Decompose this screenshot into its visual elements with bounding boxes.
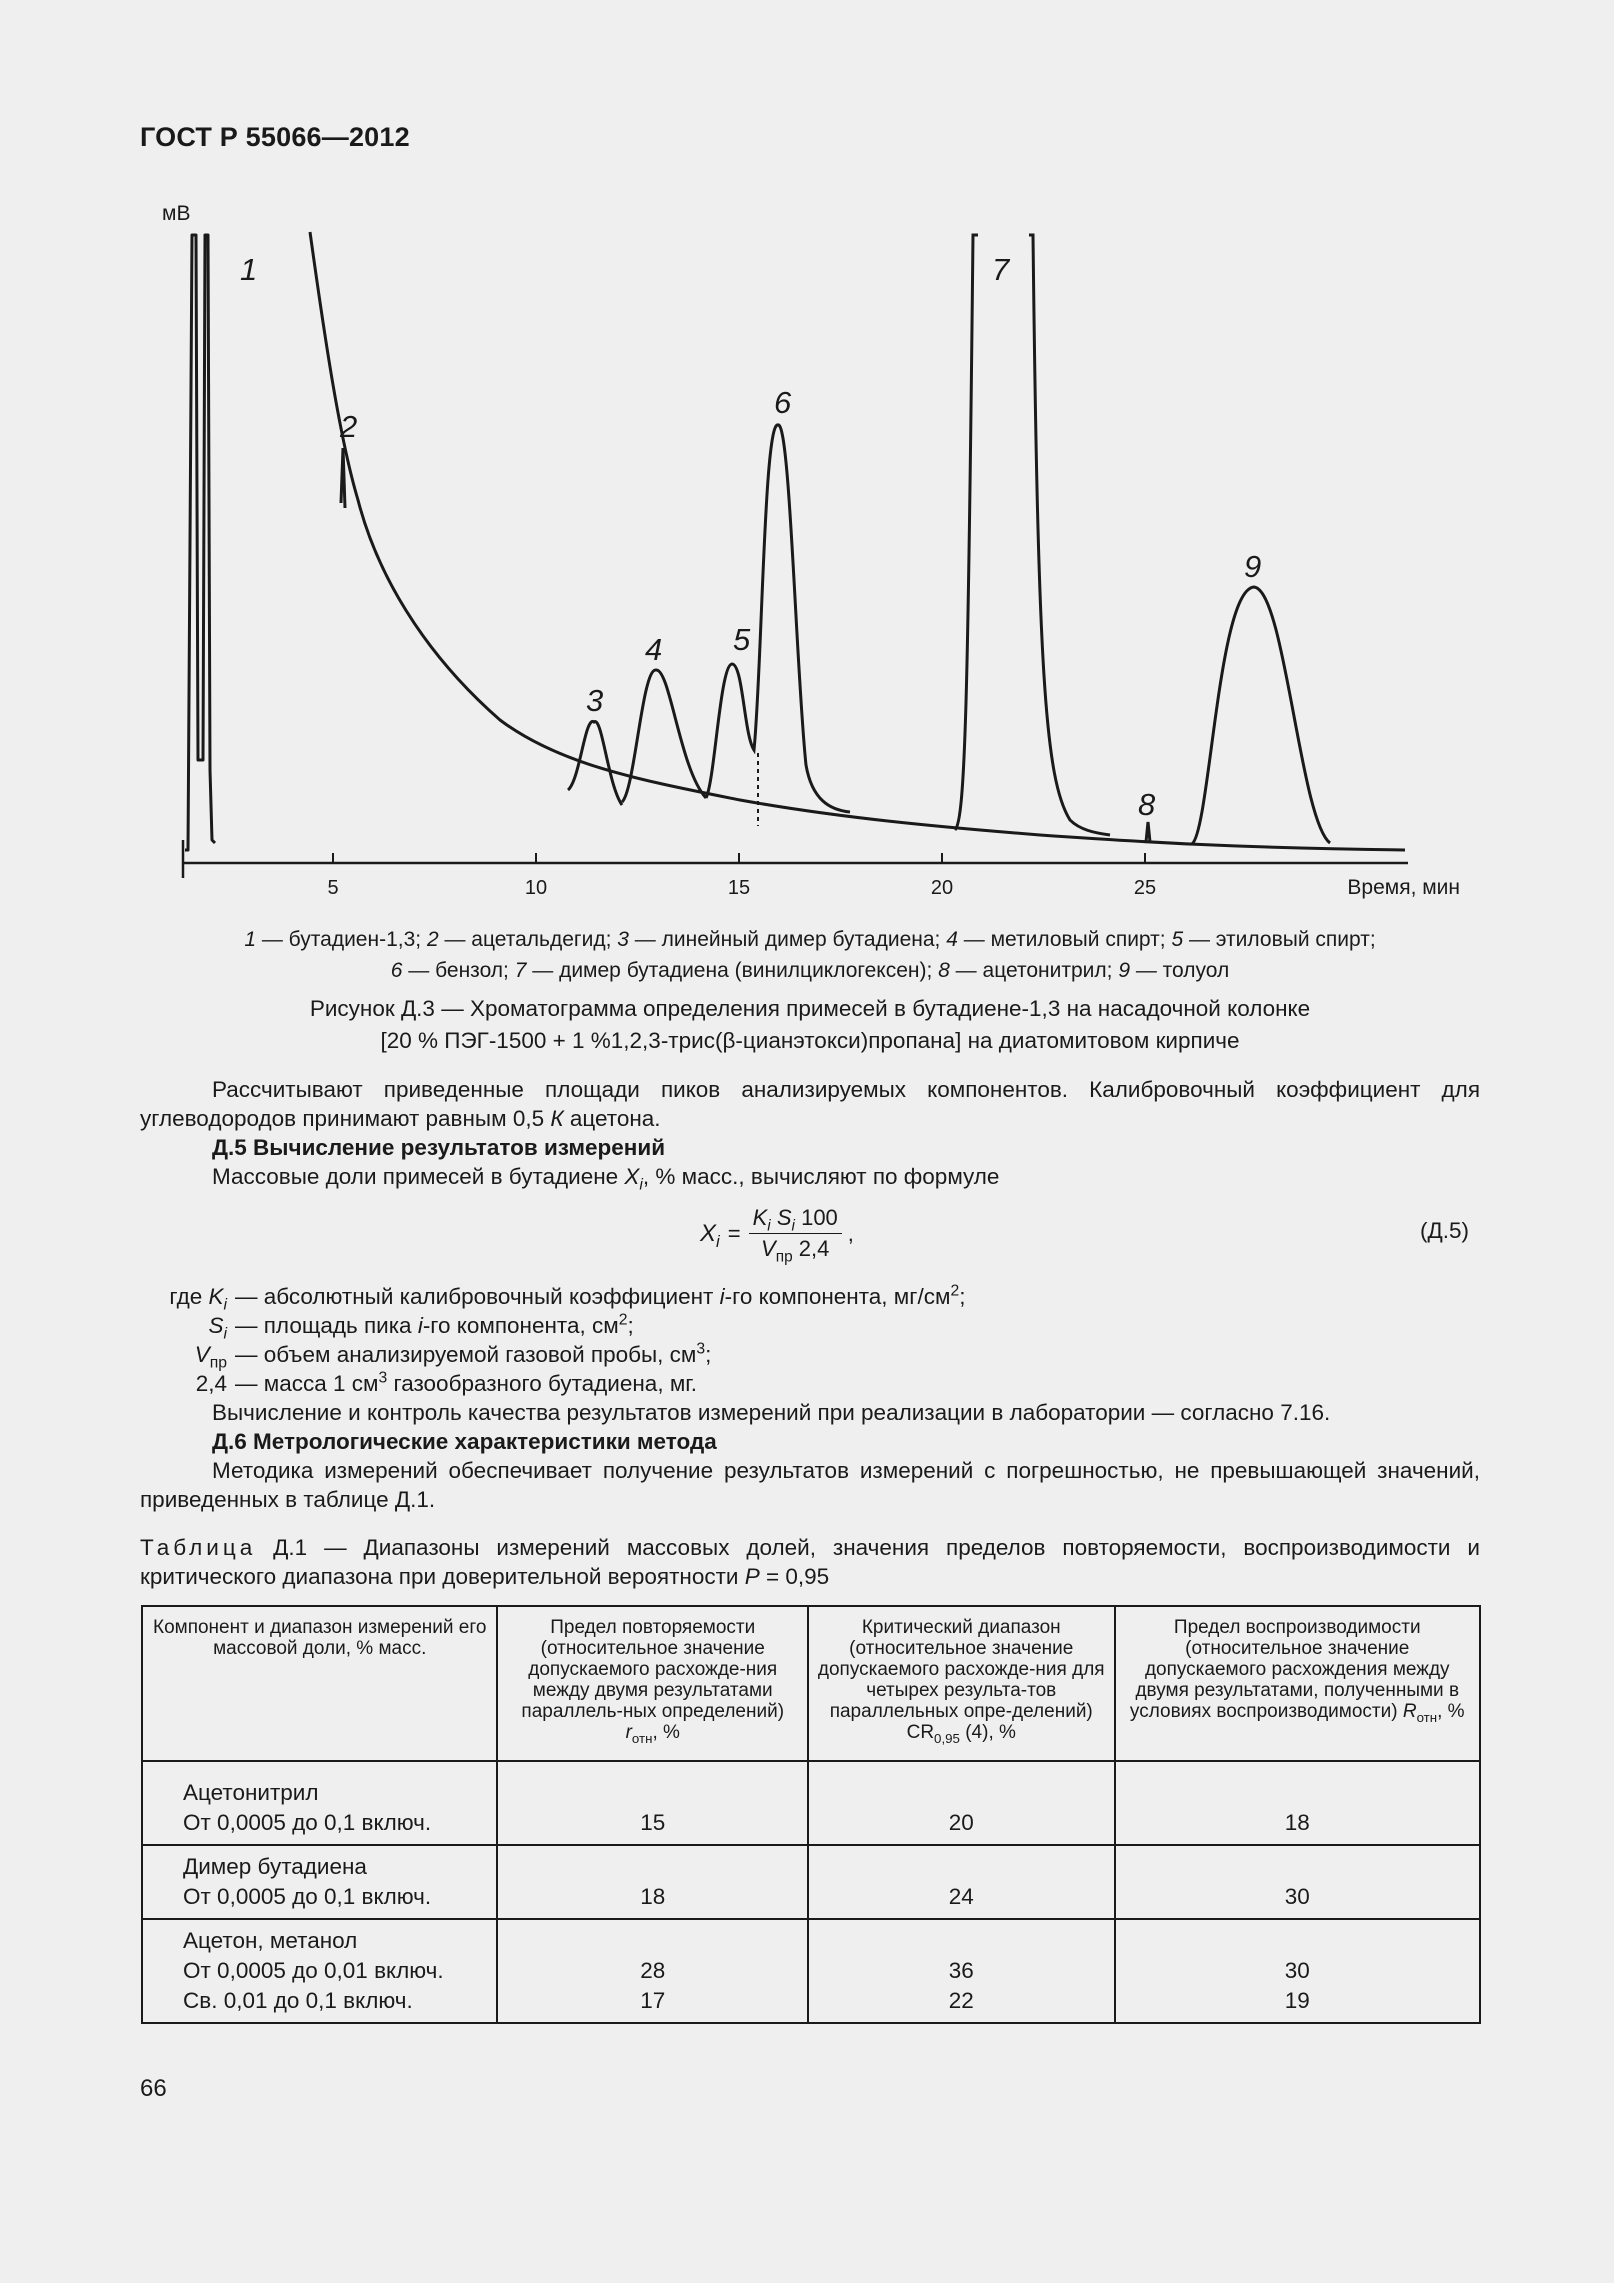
- figure-legend: [140, 924, 1480, 986]
- body-text-2: [140, 1398, 1480, 1514]
- x-tick-label: 20: [930, 877, 954, 899]
- caption-line-2: [20 % ПЭГ-1500 + 1 %1,2,3-трис(β-цианэтокси)пропана] на диатомитовом кирпиче: [380, 1028, 1240, 1053]
- peak-2: [341, 448, 345, 508]
- peak-label-8: 8: [1138, 787, 1156, 822]
- peak-label-5: 5: [733, 622, 751, 657]
- where-row-k: где $K_i$ — абсолютный калибровочный коэффициент i-го компонента, $мг/см^2$;: [169, 1282, 966, 1314]
- where-row-s: $S_i$ — площадь пика i-го компонента, $см^2$;: [208, 1311, 634, 1343]
- paragraph-method-accuracy: Методика измерений обеспечивает получение результатов измерений с погрешностью, не превышающей значений, приведенных в таблице Д.1.: [140, 1458, 1480, 1512]
- peak-label-6: 6: [774, 385, 792, 420]
- signal-trace: [185, 232, 1405, 850]
- figure-caption: [140, 993, 1480, 1057]
- table-title: Таблица Д.1 — Диапазоны измерений массовых долей, значения пределов повторяемости, воспроизводимости и критического диапазона при доверительной вероятности P = 0,95: [140, 1535, 1480, 1589]
- table-row: Ацетон, метанол От 0,0005 до 0,01 включ. Св. 0,01 до 0,1 включ. 28 17 36 22 30 19: [142, 1919, 1480, 2023]
- peak-4: [622, 670, 706, 802]
- standard-header: ГОСТ Р 55066—2012: [140, 122, 410, 152]
- peak-5-6: [706, 425, 850, 812]
- peak-label-2: 2: [340, 409, 358, 444]
- table-header-row: [142, 1606, 1480, 1761]
- peak-3: [568, 721, 622, 805]
- peak-label-3: 3: [586, 683, 604, 718]
- peak-label-4: 4: [645, 632, 663, 667]
- page-number: 66: [140, 2075, 167, 2102]
- chromatogram-figure: [140, 190, 1480, 910]
- x-axis-label: Время, мин: [1347, 876, 1460, 899]
- peak-label-1: 1: [240, 252, 258, 287]
- legend-line-2: 6 — бензол; 7 — димер бутадиена (винилциклогексен); 8 — ацетонитрил; 9 — толуол: [390, 959, 1230, 982]
- table-spacer: [142, 1761, 1480, 1772]
- paragraph-mass-fractions: Массовые доли примесей в бутадиене $X_i$, % масс., вычисляют по формуле: [212, 1164, 1000, 1194]
- x-tick-label: 10: [524, 877, 548, 899]
- header-reproducibility: Предел воспроизводимости (относительное значение допускаемого расхождения между двумя результатами, полученными в условиях воспроизводимости) $R_{отн}$, %: [1115, 1606, 1481, 1761]
- x-tick-label: 5: [327, 877, 339, 899]
- peak-label-9: 9: [1244, 549, 1262, 584]
- where-row-24: 2,4 — масса 1 $см^3$ газообразного бутадиена, мг.: [195, 1369, 697, 1396]
- peak-label-7: 7: [992, 252, 1010, 287]
- section-heading-d5: Д.5 Вычисление результатов измерений: [212, 1135, 666, 1160]
- legend-line-1: 1 — бутадиен-1,3; 2 — ацетальдегид; 3 — линейный димер бутадиена; 4 — метиловый спирт; 5 — этиловый спирт;: [244, 928, 1376, 951]
- section-heading-d6: Д.6 Метрологические характеристики метода: [212, 1429, 717, 1454]
- x-tick-label: 25: [1133, 877, 1157, 899]
- header-component: Компонент и диапазон измерений его массовой доли, % масс.: [142, 1606, 497, 1761]
- table-row: Димер бутадиена От 0,0005 до 0,1 включ. 18 24 30: [142, 1845, 1480, 1919]
- where-row-v: $V_{пр}$ — объем анализируемой газовой пробы, $см^3$;: [194, 1340, 712, 1372]
- body-text-1: [140, 1075, 1480, 1194]
- metrology-table: [141, 1605, 1481, 2024]
- table-row: Ацетонитрил От 0,0005 до 0,1 включ. 15 20 18: [142, 1772, 1480, 1845]
- paragraph-calibration: Рассчитывают приведенные площади пиков анализируемых компонентов. Калибровочный коэффициент для углеводородов принимают равным 0,5 К ацетона.: [140, 1077, 1480, 1131]
- paragraph-quality-control: Вычисление и контроль качества результатов измерений при реализации в лаборатории — согласно 7.16.: [212, 1400, 1331, 1425]
- x-tick-label: 15: [727, 877, 751, 899]
- formula-number: (Д.5): [1420, 1218, 1469, 1243]
- y-unit-label: мВ: [162, 202, 191, 225]
- peak-8: [1146, 822, 1150, 842]
- x-ticks: [333, 853, 1145, 863]
- formula-d5: $X_i$ = $K_i$ $S_i$ 100 $V_{пр}$ 2,4 ,: [700, 1205, 854, 1266]
- header-critical-range: Критический диапазон (относительное значение допускаемого расхожде-ния для четырех результа-тов параллельных опре-делений) $CR_{0,95}$ (4), %: [808, 1606, 1115, 1761]
- header-repeatability: Предел повторяемости (относительное значение допускаемого расхожде-ния между двумя результатами параллель-ных определений) $r_{отн}$, %: [497, 1606, 808, 1761]
- caption-line-1: Рисунок Д.3 — Хроматограмма определения примесей в бутадиене-1,3 на насадочной колонке: [309, 996, 1311, 1021]
- peak-7: [955, 235, 1110, 835]
- formula-legend: [140, 1282, 965, 1398]
- peak-9: [1192, 587, 1330, 844]
